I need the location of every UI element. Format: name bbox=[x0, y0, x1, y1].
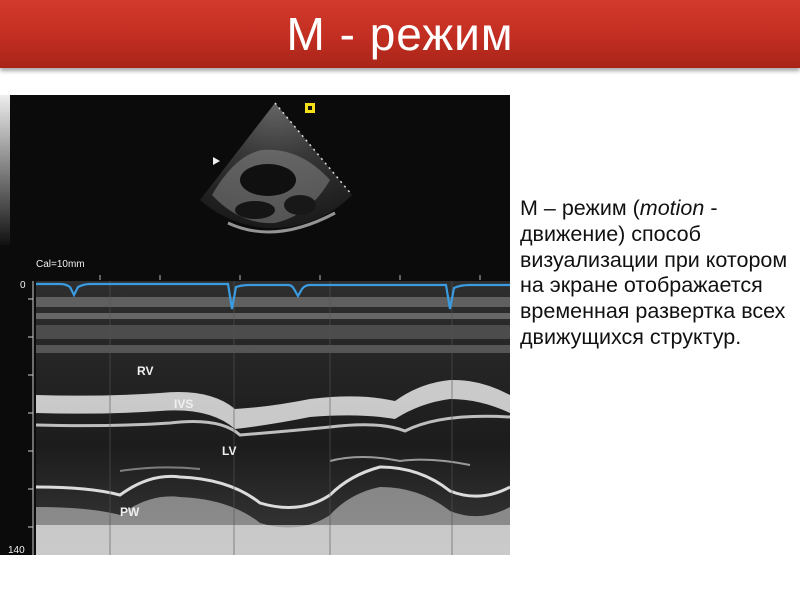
description-part-2: - движение) способ визуализации при котором на экране отображается временная развертка всех движущихся структур. bbox=[520, 196, 788, 349]
pw-label: PW bbox=[120, 505, 140, 519]
lv-label: LV bbox=[222, 444, 237, 458]
m-line-marker-icon bbox=[213, 157, 220, 165]
depth-label-bottom: 140 bbox=[8, 545, 25, 555]
ivs-label: IVS bbox=[174, 397, 194, 411]
depth-scale bbox=[28, 281, 33, 555]
rv-label: RV bbox=[137, 364, 154, 378]
description-part-1: М – режим ( bbox=[520, 196, 640, 220]
echocardiogram-image bbox=[0, 95, 510, 555]
description-text bbox=[520, 196, 795, 351]
calibration-label: Cal=10mm bbox=[36, 259, 85, 270]
description-italic-term: motion bbox=[639, 196, 705, 220]
depth-label-top: 0 bbox=[20, 280, 26, 291]
m-mode-trace bbox=[36, 281, 510, 555]
m-mode-figure bbox=[0, 95, 510, 555]
slide-title: М - режим bbox=[286, 8, 514, 60]
grayscale-bar bbox=[0, 95, 10, 245]
sector-view bbox=[200, 103, 352, 232]
title-bar bbox=[0, 0, 800, 68]
